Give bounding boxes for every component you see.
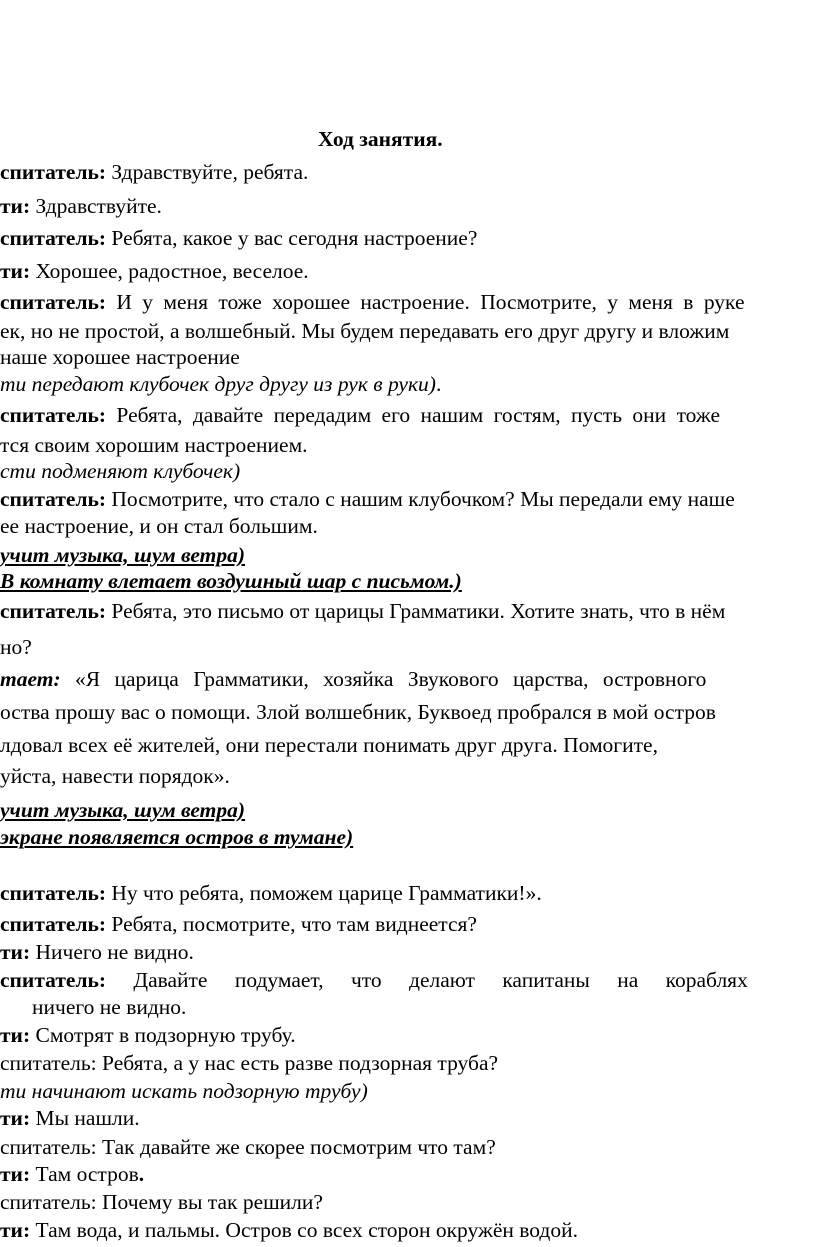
dialogue-line [0,225,477,251]
dialogue-line [0,598,725,624]
speaker-label: ти: [0,194,31,218]
dialogue-line [0,258,309,284]
remark-tail: . [435,372,442,396]
speaker-label: ти: [0,940,31,964]
paragraph-line: оства прошу вас о помощи. Злой волшебник, Буквоед пробрался в мой остров [0,700,716,724]
line-tail: . [138,1162,145,1186]
speaker-label: спитатель: [0,403,107,427]
dialogue-line [0,967,748,993]
music-cue: учит музыка, шум ветра) [0,543,246,567]
dialogue-line [0,1217,578,1243]
dialogue-line [0,1105,140,1131]
paragraph-line: спитатель: Ребята, а у нас есть разве подзорная труба? [0,1051,499,1075]
line-text: Посмотрите, что стало с нашим клубочком? Мы передали ему наше [106,487,735,511]
paragraph-line: спитатель: Так давайте же скорее посмотрим что там? [0,1135,496,1159]
dialogue-line [0,193,162,219]
line-text: Давайте подумает, что делают капитаны на кораблях [106,968,748,992]
speaker-label: ти: [0,259,31,283]
line-text: Ребята, это письмо от царицы Грамматики. Хотите знать, что в нём [106,599,726,623]
speaker-label: ти: [0,1162,31,1186]
dialogue-line [0,1022,296,1048]
dialogue-line [0,159,308,185]
dialogue-line [0,911,477,937]
speaker-label: спитатель: [0,487,107,511]
paragraph-line: лдовал всех её жителей, они перестали понимать друг друга. Помогите, [0,733,658,757]
stage-remark: ти начинают искать подзорную трубу) [0,1079,368,1103]
line-text: Мы нашли. [30,1106,140,1130]
dialogue-line [0,939,194,965]
speaker-label: спитатель: [0,912,107,936]
speaker-label: ти: [0,1023,31,1047]
line-text: Хорошее, радостное, веселое. [30,259,309,283]
paragraph-line: ее настроение, и он стал большим. [0,514,318,538]
music-cue: В комнату влетает воздушный шар с письмом.) [0,569,462,593]
paragraph-line: спитатель: Почему вы так решили? [0,1190,323,1214]
music-cue: экране появляется остров в тумане) [0,825,354,849]
line-text: Ничего не видно. [30,940,194,964]
line-text: Здравствуйте, ребята. [106,160,309,184]
paragraph-line: ек, но не простой, а волшебный. Мы будем передавать его друг другу и вложим [0,319,730,343]
line-text: Ну что ребята, поможем царице Грамматики!». [106,881,542,905]
line-text: Смотрят в подзорную трубу. [30,1023,296,1047]
line-text: Ребята, давайте передадим его нашим гостям, пусть они тоже [106,403,721,427]
page-title: Ход занятия. [318,127,443,151]
paragraph-line: ничего не видно. [32,995,187,1019]
line-text: Здравствуйте. [30,194,162,218]
dialogue-line [0,486,735,512]
speaker-label: спитатель: [0,290,107,314]
line-text: Там остров [30,1162,139,1186]
remark-text: ти передают клубочек друг другу из рук в руки) [0,372,436,396]
dialogue-line [0,880,542,906]
speaker-label: спитатель: [0,226,107,250]
dialogue-line [0,1161,144,1187]
dialogue-line [0,402,720,428]
paragraph-line: наше хорошее настроение [0,345,240,369]
speaker-label: ти: [0,1218,31,1242]
reader-label: тает: [0,667,61,691]
paragraph-line: уйста, навести порядок». [0,764,230,788]
paragraph-line: тся своим хорошим настроением. [0,433,308,457]
dialogue-line [0,289,816,315]
line-text: Ребята, какое у вас сегодня настроение? [106,226,478,250]
reading-line [0,666,706,692]
music-cue: учит музыка, шум ветра) [0,798,246,822]
speaker-label: ти: [0,1106,31,1130]
speaker-label: спитатель: [0,160,107,184]
line-text: Там вода, и пальмы. Остров со всех сторон окружён водой. [30,1218,578,1242]
paragraph-line: но? [0,635,32,659]
line-text: Ребята, посмотрите, что там виднеется? [106,912,477,936]
line-text: «Я царица Грамматики, хозяйка Звукового царства, островного [60,667,707,691]
stage-remark [0,371,441,397]
stage-remark: сти подменяют клубочек) [0,459,241,483]
line-text: И у меня тоже хорошее настроение. Посмотрите, у меня в руке [106,290,745,314]
speaker-label: спитатель: [0,968,107,992]
speaker-label: спитатель: [0,599,107,623]
speaker-label: спитатель: [0,881,107,905]
